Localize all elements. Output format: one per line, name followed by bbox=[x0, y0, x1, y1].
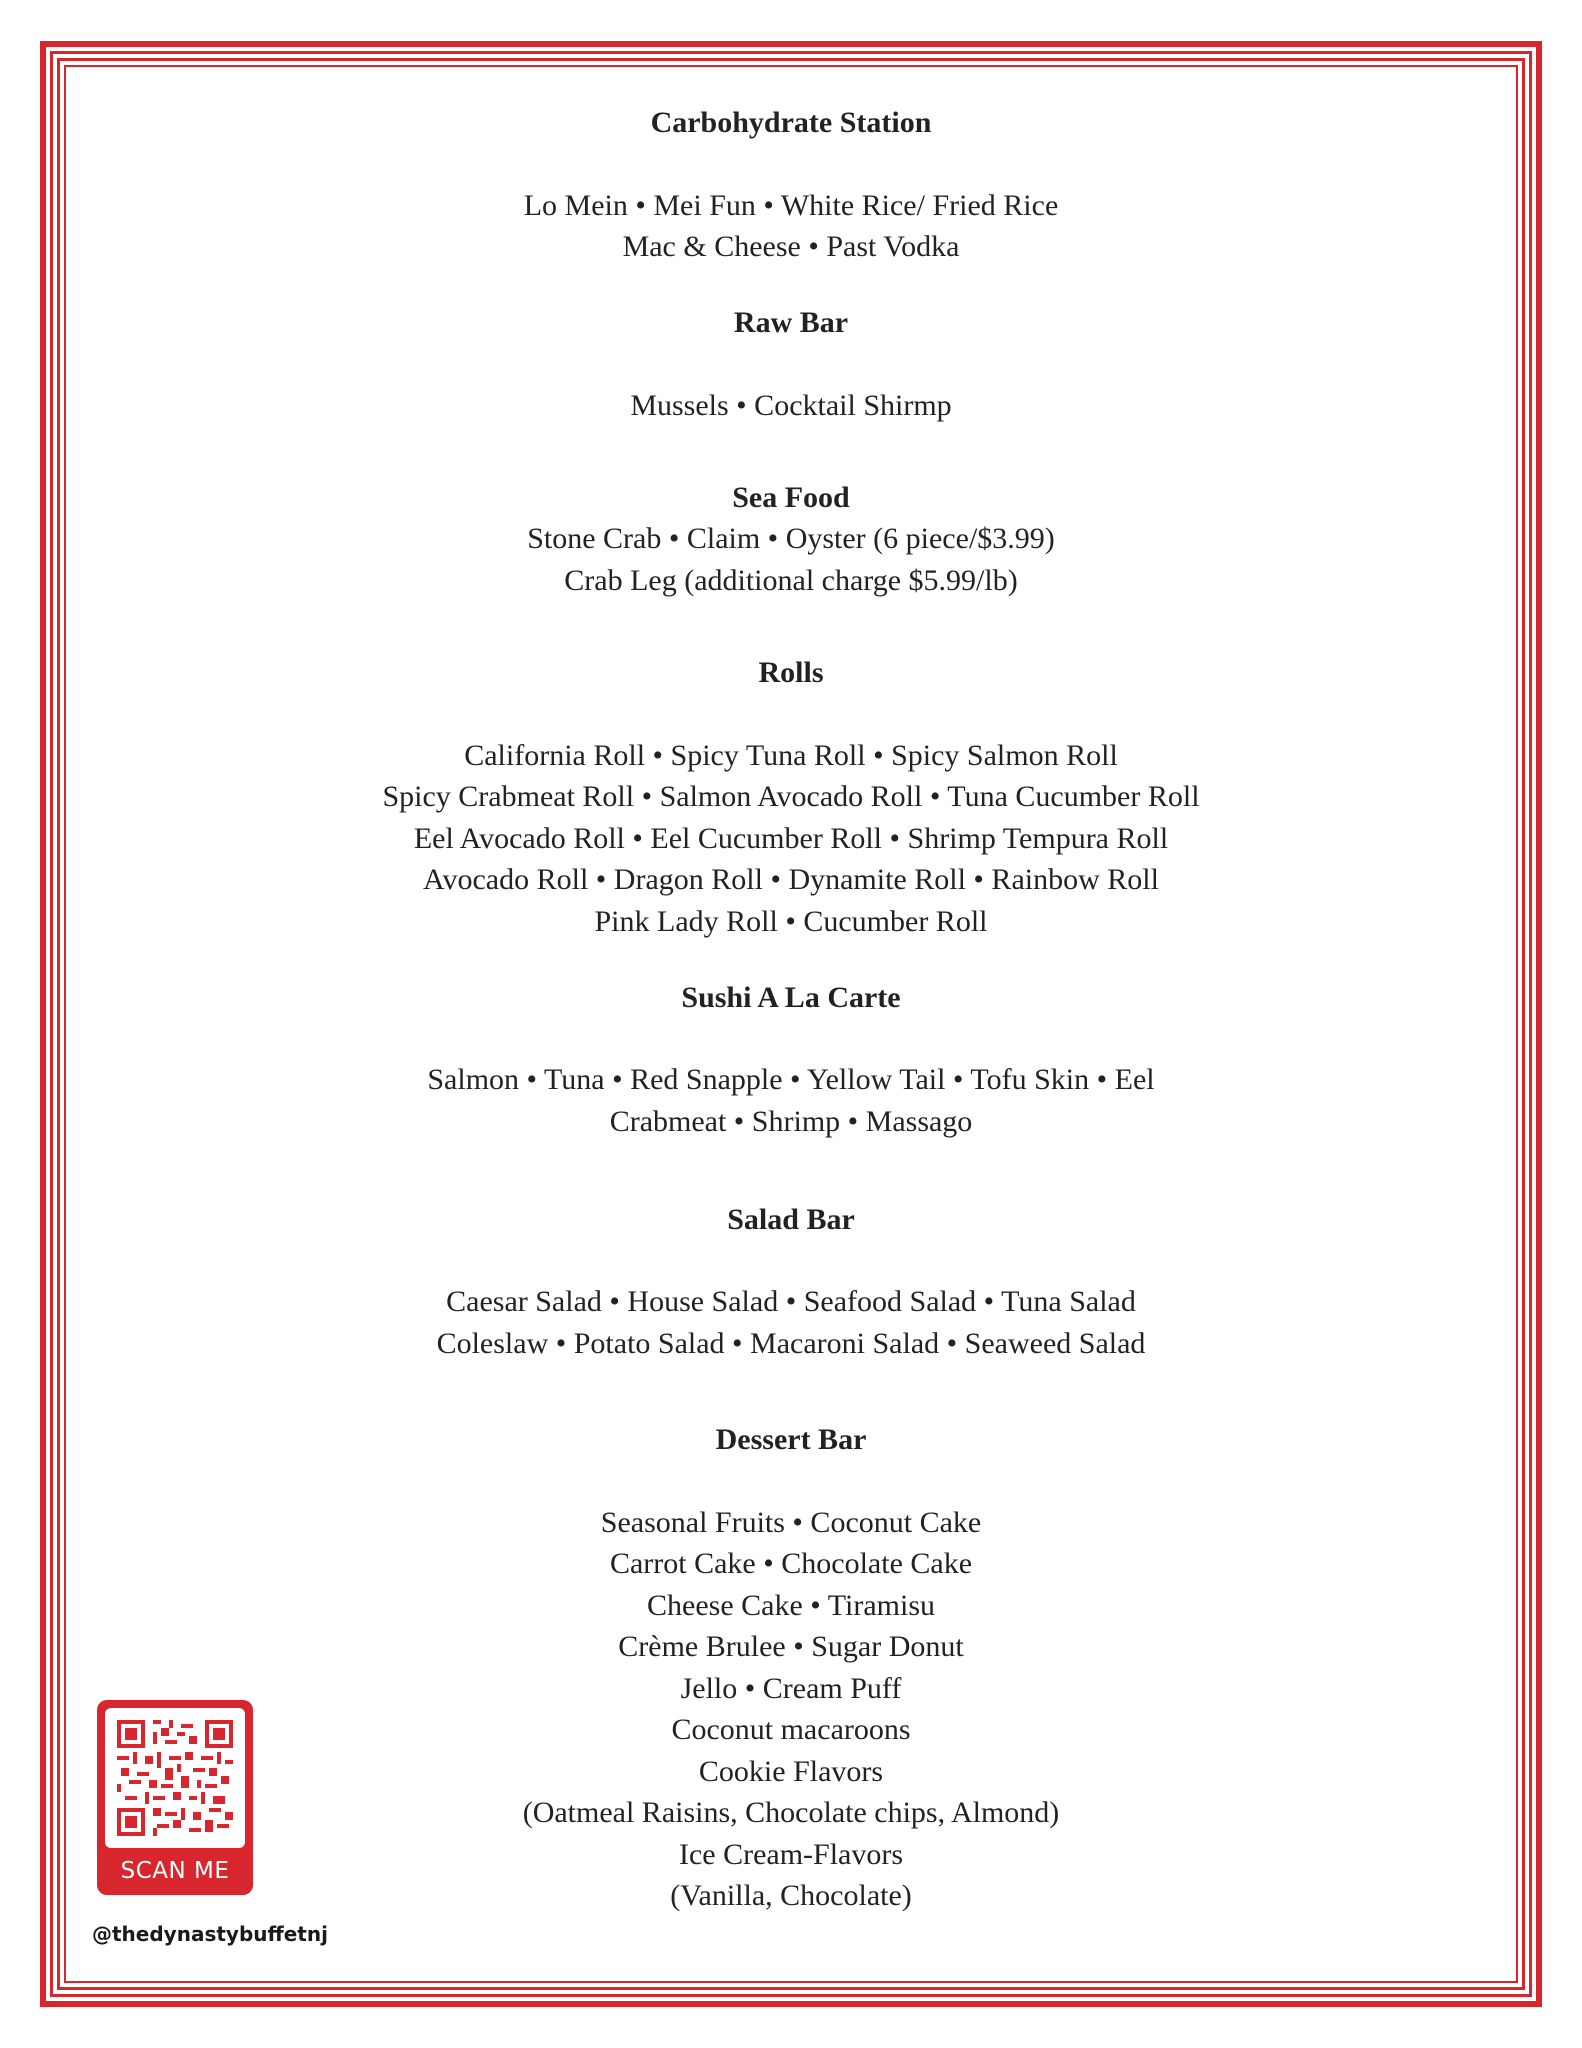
menu-line: California Roll • Spicy Tuna Roll • Spicy Salmon Roll bbox=[464, 739, 1118, 772]
menu-line: Cheese Cake • Tiramisu bbox=[647, 1589, 935, 1622]
menu-line: Lo Mein • Mei Fun • White Rice/ Fried Rice bbox=[523, 189, 1059, 222]
section-title-dessert-bar: Dessert Bar bbox=[715, 1423, 867, 1456]
menu-line: (Vanilla, Chocolate) bbox=[670, 1879, 912, 1912]
menu-line: Crabmeat • Shrimp • Massago bbox=[609, 1105, 973, 1138]
section-title-sea-food: Sea Food bbox=[732, 481, 850, 514]
menu-line: Jello • Cream Puff bbox=[680, 1672, 902, 1705]
menu-line: Mac & Cheese • Past Vodka bbox=[622, 230, 960, 263]
menu-line: Coleslaw • Potato Salad • Macaroni Salad • Seaweed Salad bbox=[436, 1327, 1146, 1360]
menu-line: Eel Avocado Roll • Eel Cucumber Roll • Shrimp Tempura Roll bbox=[413, 822, 1169, 855]
section-title-carbohydrate-station: Carbohydrate Station bbox=[650, 106, 932, 139]
menu-line: Avocado Roll • Dragon Roll • Dynamite Roll • Rainbow Roll bbox=[423, 863, 1159, 896]
menu-line: Spicy Crabmeat Roll • Salmon Avocado Roll • Tuna Cucumber Roll bbox=[382, 780, 1200, 813]
qr-scan-card[interactable] bbox=[97, 1700, 253, 1895]
menu-line: Cookie Flavors bbox=[698, 1755, 884, 1788]
scan-me-label: SCAN ME bbox=[120, 1858, 230, 1884]
menu-line: Crème Brulee • Sugar Donut bbox=[618, 1630, 964, 1663]
menu-line: Stone Crab • Claim • Oyster (6 piece/$3.99) bbox=[527, 522, 1055, 555]
menu-line: Crab Leg (additional charge $5.99/lb) bbox=[564, 564, 1018, 597]
menu-line: Ice Cream-Flavors bbox=[678, 1838, 904, 1871]
section-title-sushi-a-la-carte: Sushi A La Carte bbox=[681, 981, 901, 1014]
social-handle: @thedynastybuffetnj bbox=[92, 1922, 328, 1946]
menu-line: Caesar Salad • House Salad • Seafood Salad • Tuna Salad bbox=[446, 1285, 1136, 1318]
menu-line: Pink Lady Roll • Cucumber Roll bbox=[594, 905, 988, 938]
section-title-rolls: Rolls bbox=[758, 656, 824, 689]
section-title-salad-bar: Salad Bar bbox=[727, 1203, 855, 1236]
menu-line: Coconut macaroons bbox=[671, 1713, 911, 1746]
qr-code-icon[interactable] bbox=[105, 1708, 245, 1848]
menu-line: Salmon • Tuna • Red Snapple • Yellow Tail • Tofu Skin • Eel bbox=[427, 1063, 1155, 1096]
menu-line: Carrot Cake • Chocolate Cake bbox=[609, 1547, 973, 1580]
menu-line: (Oatmeal Raisins, Chocolate chips, Almond) bbox=[522, 1796, 1060, 1829]
menu-line: Seasonal Fruits • Coconut Cake bbox=[600, 1506, 982, 1539]
menu-line: Mussels • Cocktail Shirmp bbox=[630, 389, 952, 422]
section-title-raw-bar: Raw Bar bbox=[733, 306, 849, 339]
